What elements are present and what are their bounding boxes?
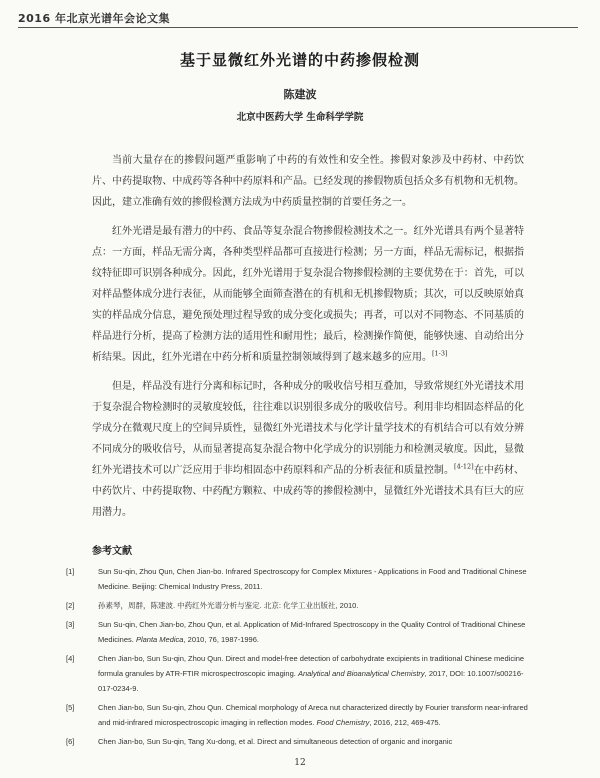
reference-item [66,564,532,594]
references-heading: 参考文献 [92,546,132,557]
reference-item [66,700,532,730]
reference-number: [2] [66,601,75,610]
reference-item [66,598,532,613]
paragraph-1: 当前大量存在的掺假问题严重影响了中药的有效性和安全性。掺假对象涉及中药材、中药饮片、中药提取物、中成药等各种中药原料和产品。已经发现的掺假物质包括众多有机物和无机物。因此，建立准确有效的掺假检测方法成为中药质量控制的首要任务之一。 [92,155,524,208]
proceedings-header: 2016 年北京光谱年会论文集 [18,12,170,25]
paragraph-3 [92,376,524,523]
article-title: 基于显微红外光谱的中药掺假检测 [179,51,420,69]
citation-4-12: [4-12] [454,462,474,471]
reference-number: [6] [66,737,75,746]
reference-journal: Planta Medica [135,635,184,644]
reference-item [66,734,532,749]
reference-tail: , 2010, 76, 1987-1996. [183,635,259,644]
page-number: 12 [294,758,306,768]
reference-text: Sun Su-qin, Chen Jian-bo, Zhou Qun, et al. Application of Mid-Infrared Spectroscopy in the Quality Control of Traditional Chinese Medicines. [98,620,526,644]
reference-tail: , 2017, DOI: 10.1007/s00216-017-0234-9. [98,669,524,693]
reference-number: [5] [66,703,75,712]
reference-list [66,564,532,753]
header-rule [18,27,578,28]
author-name: 陈建波 [283,88,317,101]
citation-1-3: [1-3] [432,349,448,358]
reference-text: Chen Jian-bo, Sun Su-qin, Zhou Qun. Chemical morphology of Areca nut characterized directly by Fourier transform near-infrared and mid-infrared microspectroscopic imaging in reflection modes. [98,703,528,727]
reference-text: 孙素琴，周群，陈建波. 中药红外光谱分析与鉴定. 北京: 化学工业出版社, 2010. [98,601,359,610]
reference-item [66,651,532,696]
reference-tail: , 2016, 212, 469-475. [369,718,441,727]
paragraph-2 [92,221,524,368]
paragraph-2-text: 红外光谱是最有潜力的中药、食品等复杂混合物掺假检测技术之一。红外光谱具有两个显著特点：一方面，样品无需分离，各种类型样品都可直接进行检测；另一方面，样品无需标记，根据指纹特征即可识别各种成分。因此，红外光谱用于复杂混合物掺假检测的主要优势在于：首先，可以对样品整体成分进行表征，从而能够全面筛查潜在的有机和无机掺假物质；其次，可以反映原始真实的样品成分信息，避免预处理过程导致的成分变化或损失；再者，可以对不同物态、不同基质的样品进行分析，提高了检测方法的适用性和耐用性；最后，检测操作简便，能够快速、自动给出分析结果。因此，红外光谱在中药分析和质量控制领域得到了越来越多的应用。 [92,226,524,363]
author-affiliation: 北京中医药大学 生命科学学院 [236,112,364,123]
reference-text: Chen Jian-bo, Sun Su-qin, Tang Xu-dong, et al. Direct and simultaneous detection of organic and inorganic [98,737,453,746]
reference-number: [4] [66,654,75,663]
reference-journal: Food Chemistry [316,718,370,727]
article-body [92,150,524,523]
reference-text: Sun Su-qin, Zhou Qun, Chen Jian-bo. Infrared Spectroscopy for Complex Mixtures - Applications in Food and Traditional Chinese Medicine. Beijing: Chemical Industry Press, 2011. [98,567,527,591]
paragraph-3-text-b: 在中药材、中药饮片、中药提取物、中药配方颗粒、中成药等的掺假检测中，显微红外光谱技术具有巨大的应用潜力。 [92,465,525,518]
reference-number: [3] [66,620,75,629]
reference-item [66,617,532,647]
reference-journal: Analytical and Bioanalytical Chemistry [297,669,425,678]
paragraph-3-text-a: 但是，样品没有进行分离和标记时，各种成分的吸收信号相互叠加，导致常规红外光谱技术用于复杂混合物检测时的灵敏度较低，往往难以识别很多成分的吸收信号。利用非均相固态样品的化学成分在微观尺度上的空间异质性，显微红外光谱技术与化学计量学技术的有机结合可以有效分辨不同成分的吸收信号，从而显著提高复杂混合物中化学成分的识别能力和检测灵敏度。因此，显微红外光谱技术可以广泛应用于非均相固态中药原料和产品的分析表征和质量控制。 [92,381,524,476]
reference-text: Chen Jian-bo, Sun Su-qin, Zhou Qun. Direct and model-free detection of carbohydrate excipients in traditional Chinese medicine formula granules by ATR-FTIR microspectroscopic imaging. [98,654,525,678]
reference-number: [1] [66,567,75,576]
